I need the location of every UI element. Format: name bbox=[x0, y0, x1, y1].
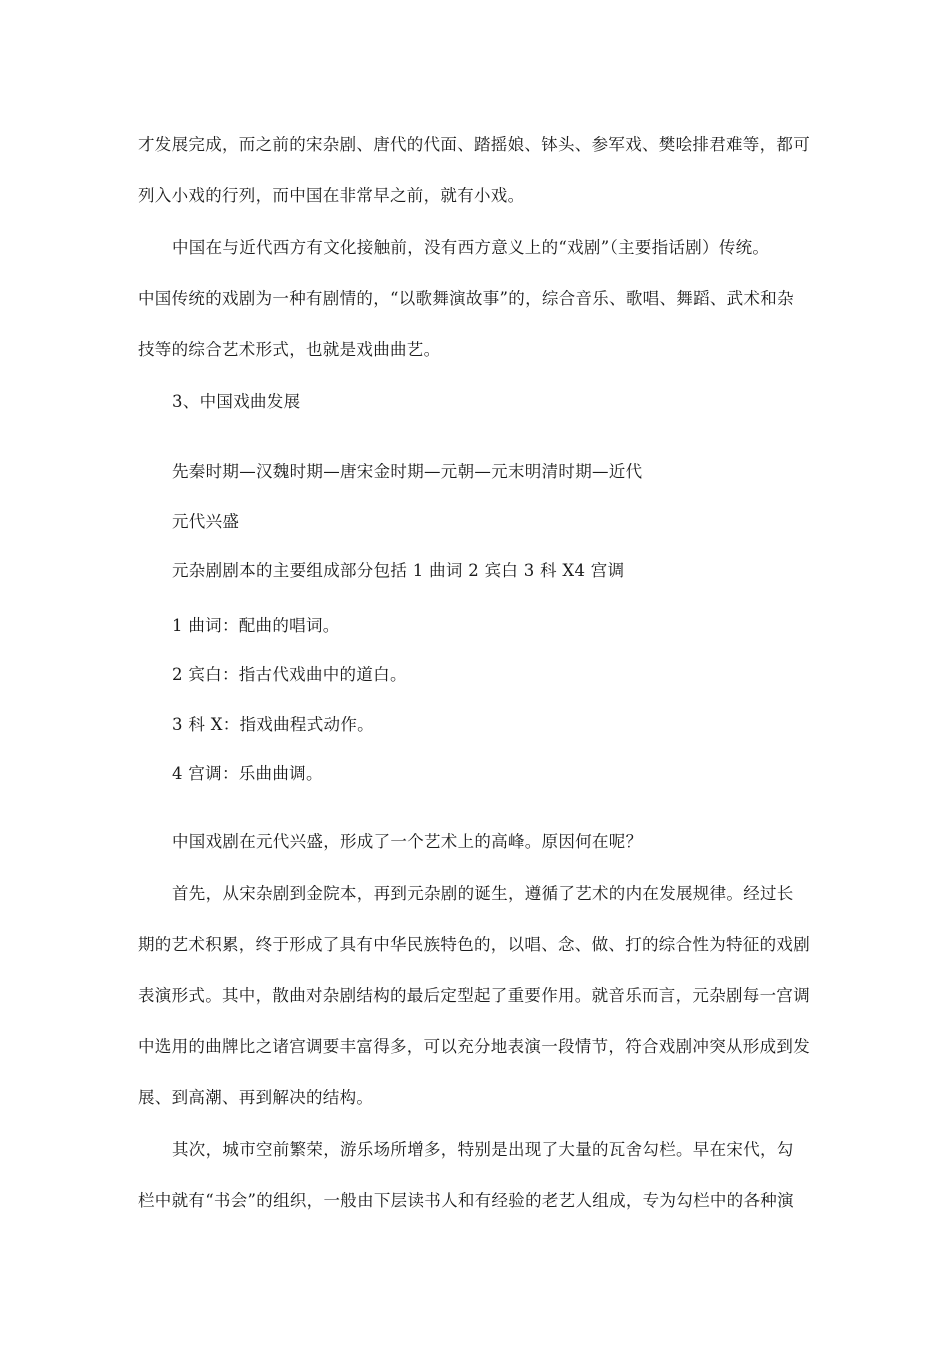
para3-line4: 中选用的曲牌比之诸宫调要丰富得多，可以充分地表演一段情节，符合戏剧冲突从形成到发 bbox=[138, 1037, 810, 1056]
para2-line2: 中国传统的戏剧为一种有剧情的，“以歌舞演故事”的，综合音乐、歌唱、舞蹈、武术和杂 bbox=[138, 289, 794, 308]
question-text: 中国戏剧在元代兴盛，形成了一个艺术上的高峰。原因何在呢？ bbox=[172, 832, 643, 851]
para3-line1: 首先，从宋杂剧到金院本，再到元杂剧的诞生，遵循了艺术的内在发展规律。经过长 bbox=[172, 884, 794, 903]
composition-text: 元杂剧剧本的主要组成部分包括 1 曲词 2 宾白 3 科 X4 宫调 bbox=[172, 561, 625, 580]
list-item: 3 科 X：指戏曲程式动作。 bbox=[172, 715, 374, 734]
para1-line2: 列入小戏的行列，而中国在非常早之前，就有小戏。 bbox=[138, 186, 525, 205]
para4-line1: 其次，城市空前繁荣，游乐场所增多，特别是出现了大量的瓦舍勾栏。早在宋代，勾 bbox=[172, 1140, 794, 1159]
yuan-heading: 元代兴盛 bbox=[172, 512, 240, 531]
para2-line1: 中国在与近代西方有文化接触前，没有西方意义上的“戏剧”（主要指话剧）传统。 bbox=[172, 238, 770, 257]
para3-line2: 期的艺术积累，终于形成了具有中华民族特色的，以唱、念、做、打的综合性为特征的戏剧 bbox=[138, 935, 810, 954]
list-item: 1 曲词：配曲的唱词。 bbox=[172, 616, 340, 635]
para1-line1: 才发展完成，而之前的宋杂剧、唐代的代面、踏摇娘、钵头、参军戏、樊哙排君难等，都可 bbox=[138, 135, 810, 154]
para3-line3: 表演形式。其中，散曲对杂剧结构的最后定型起了重要作用。就音乐而言，元杂剧每一宫调 bbox=[138, 986, 810, 1005]
para4-line2: 栏中就有“书会”的组织，一般由下层读书人和有经验的老艺人组成，专为勾栏中的各种演 bbox=[138, 1191, 794, 1210]
list-item: 4 宫调：乐曲曲调。 bbox=[172, 764, 323, 783]
timeline-text: 先秦时期—汉魏时期—唐宋金时期—元朝—元末明清时期—近代 bbox=[172, 462, 643, 481]
list-item: 2 宾白：指古代戏曲中的道白。 bbox=[172, 665, 407, 684]
para3-line5: 展、到高潮、再到解决的结构。 bbox=[138, 1088, 374, 1107]
section-heading: 3、中国戏曲发展 bbox=[172, 392, 301, 411]
para2-line3: 技等的综合艺术形式，也就是戏曲曲艺。 bbox=[138, 340, 441, 359]
